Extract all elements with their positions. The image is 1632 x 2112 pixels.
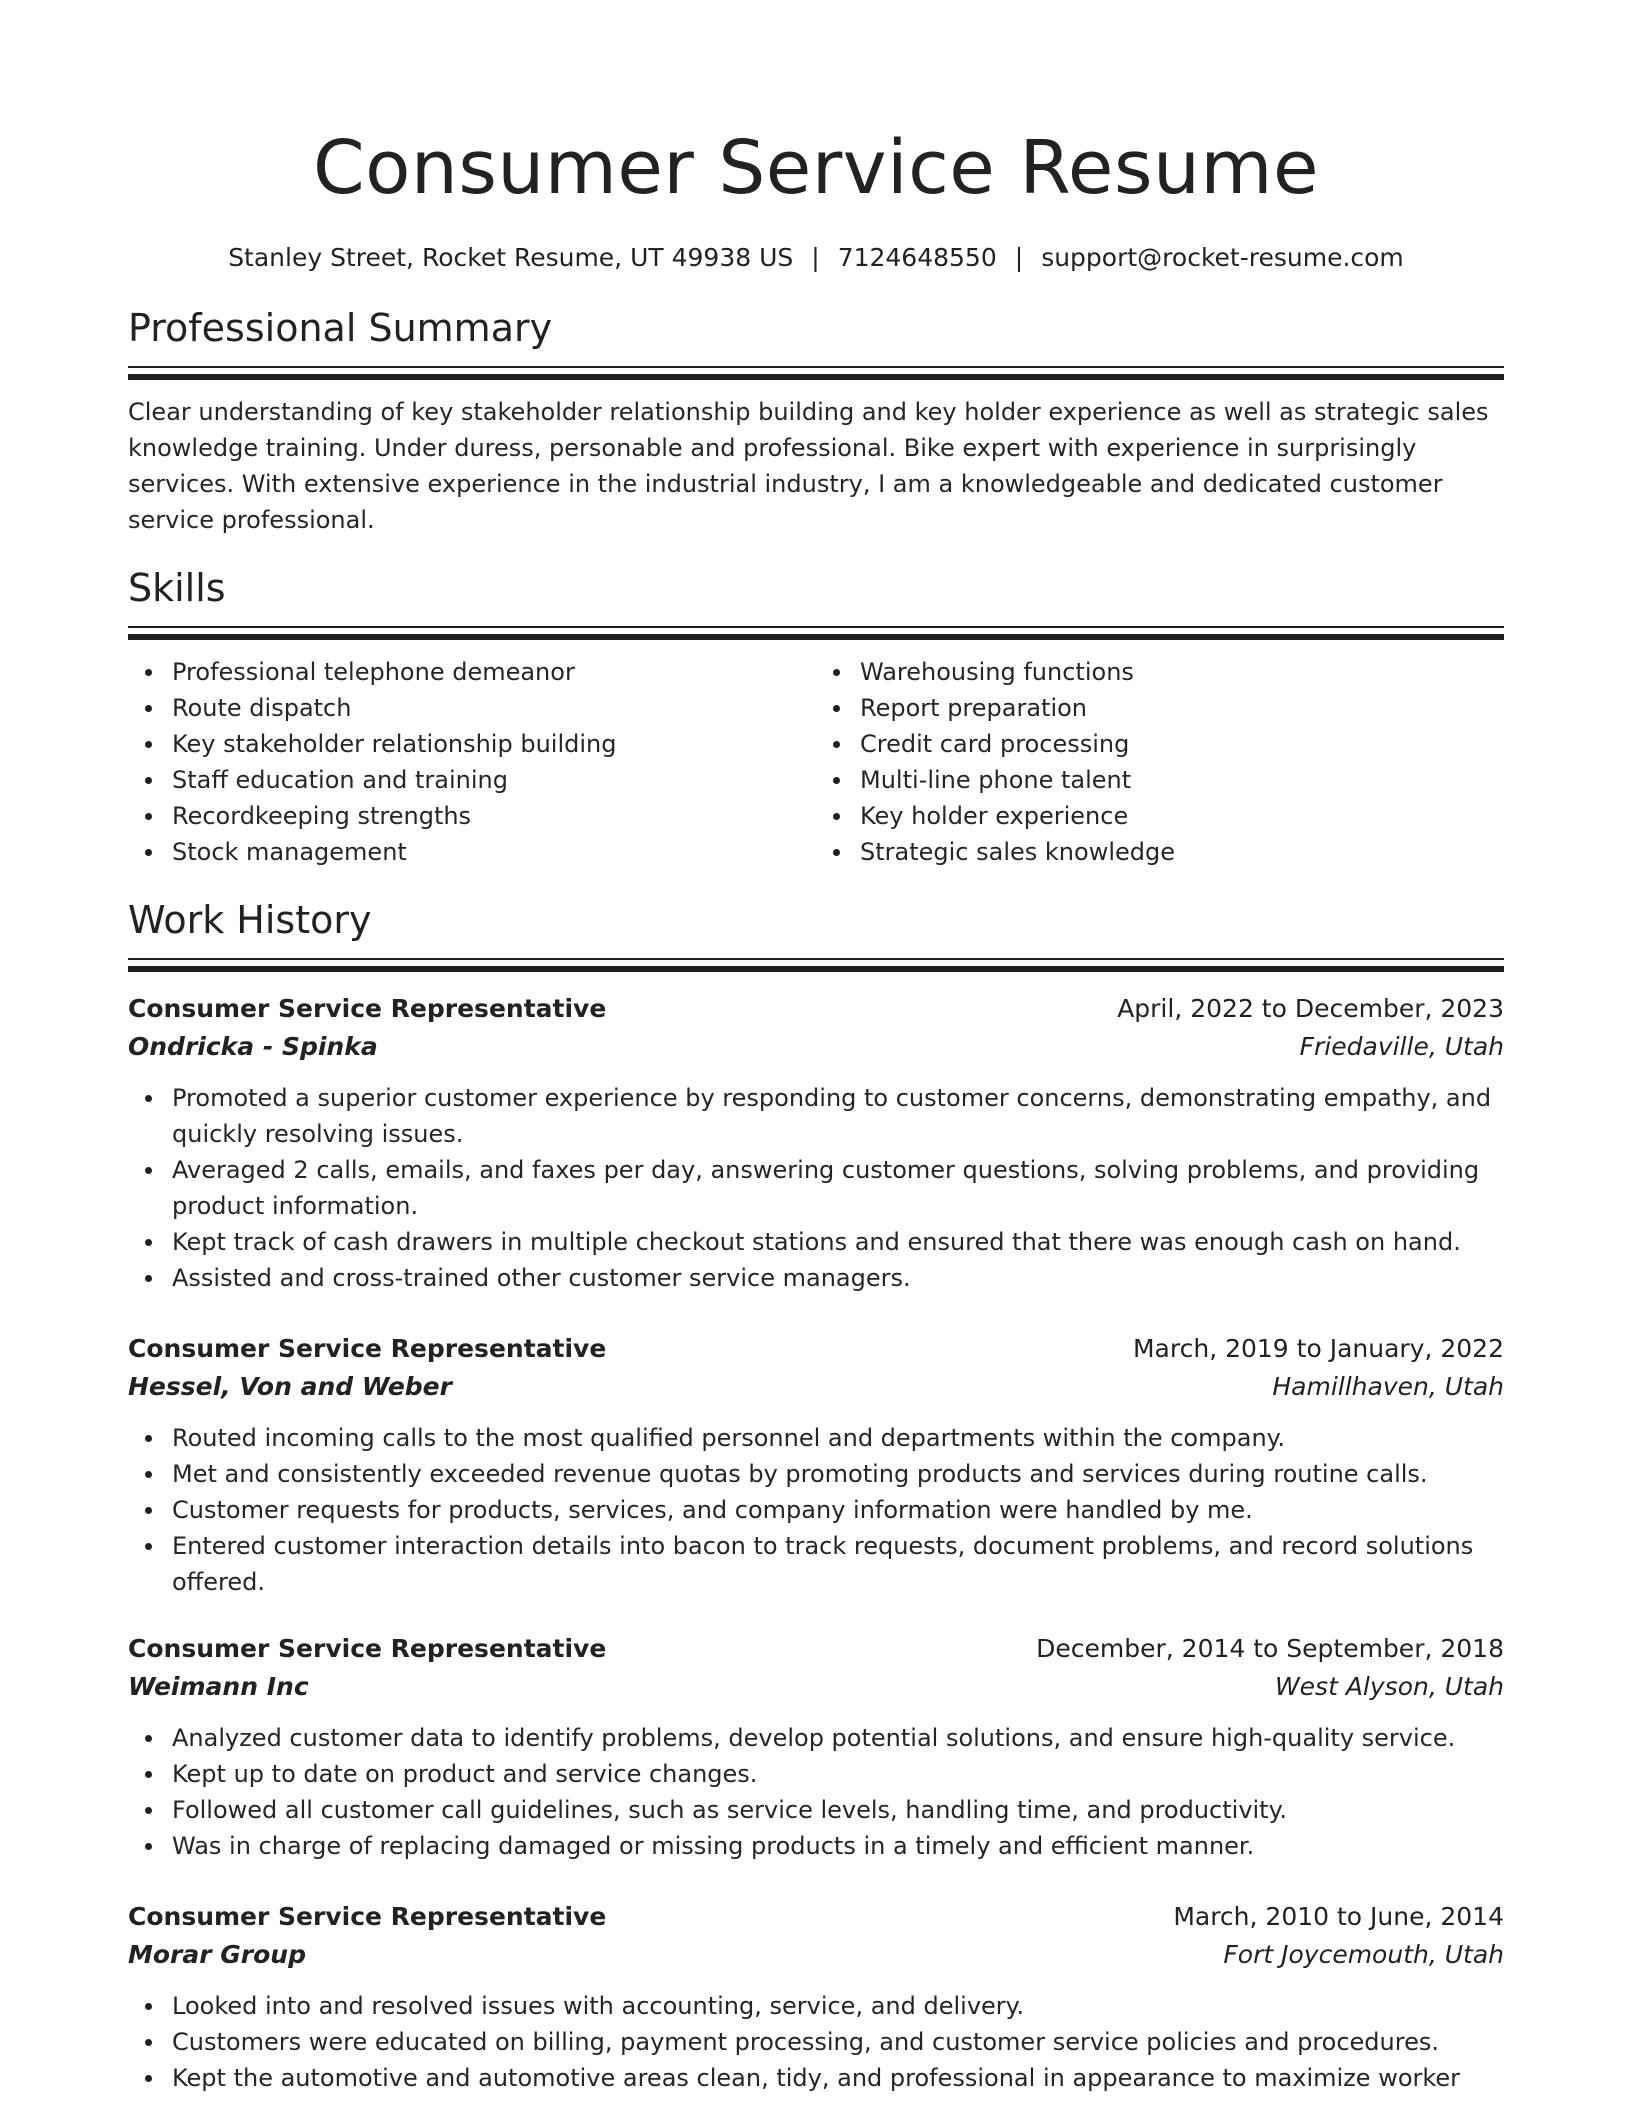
duty-item: Kept the automotive and automotive areas clean, tidy, and professional in appearance to maximize worker — [172, 2060, 1504, 2096]
job-duties — [128, 1420, 1504, 1600]
skill-item: Staff education and training — [172, 762, 816, 798]
section-divider — [128, 626, 1504, 640]
job-entry — [128, 1630, 1504, 1864]
contact-address: Stanley Street, Rocket Resume, UT 49938 US — [228, 243, 794, 272]
job-title: Consumer Service Representative — [128, 1334, 607, 1363]
skills-section — [128, 564, 1504, 870]
skill-item: Credit card processing — [860, 726, 1504, 762]
duty-item: Customers were educated on billing, payment processing, and customer service policies and procedures. — [172, 2024, 1504, 2060]
duty-item: Promoted a superior customer experience by responding to customer concerns, demonstrating empathy, and quickly resolving issues. — [172, 1080, 1504, 1152]
job-company: Ondricka - Spinka — [128, 1032, 378, 1061]
job-entry — [128, 1898, 1504, 2096]
contact-email: support@rocket-resume.com — [1041, 243, 1404, 272]
duty-item: Assisted and cross-trained other customer service managers. — [172, 1260, 1504, 1296]
skills-column-right — [816, 654, 1504, 870]
job-duties — [128, 1720, 1504, 1864]
duty-item: Was in charge of replacing damaged or missing products in a timely and efficient manner. — [172, 1828, 1504, 1864]
job-company: Weimann Inc — [128, 1672, 309, 1701]
contact-separator: | — [1014, 243, 1024, 272]
skill-item: Stock management — [172, 834, 816, 870]
skill-item: Key holder experience — [860, 798, 1504, 834]
summary-section — [128, 304, 1504, 538]
duty-item: Kept track of cash drawers in multiple checkout stations and ensured that there was enough cash on hand. — [172, 1224, 1504, 1260]
resume-title: Consumer Service Resume — [312, 125, 1320, 211]
job-company: Morar Group — [128, 1940, 307, 1969]
skill-item: Recordkeeping strengths — [172, 798, 816, 834]
skills-column-left — [128, 654, 816, 870]
job-location: Hamillhaven, Utah — [1272, 1372, 1504, 1401]
contact-separator: | — [811, 243, 820, 272]
job-location: Friedaville, Utah — [1299, 1032, 1504, 1061]
work-history-section — [128, 896, 1504, 2096]
job-entry — [128, 1330, 1504, 1600]
skill-item: Key stakeholder relationship building — [172, 726, 816, 762]
duty-item: Customer requests for products, services, and company information were handled by me. — [172, 1492, 1504, 1528]
job-duties — [128, 1988, 1504, 2096]
job-location: Fort Joycemouth, Utah — [1223, 1940, 1504, 1969]
skill-item: Route dispatch — [172, 690, 816, 726]
duty-item: Looked into and resolved issues with accounting, service, and delivery. — [172, 1988, 1504, 2024]
skill-item: Professional telephone demeanor — [172, 654, 816, 690]
resume-page — [128, 0, 1504, 2096]
duty-item: Analyzed customer data to identify problems, develop potential solutions, and ensure high-quality service. — [172, 1720, 1504, 1756]
contact-phone: 7124648550 — [837, 243, 997, 272]
job-dates: December, 2014 to September, 2018 — [1036, 1634, 1504, 1663]
job-title: Consumer Service Representative — [128, 1902, 607, 1931]
job-title: Consumer Service Representative — [128, 994, 607, 1023]
job-duties — [128, 1080, 1504, 1296]
job-location: West Alyson, Utah — [1274, 1672, 1504, 1701]
duty-item: Kept up to date on product and service changes. — [172, 1756, 1504, 1792]
contact-line — [128, 242, 1504, 274]
skills-heading: Skills — [128, 566, 226, 610]
duty-item: Entered customer interaction details into bacon to track requests, document problems, and record solutions offered. — [172, 1528, 1504, 1600]
skill-item: Multi-line phone talent — [860, 762, 1504, 798]
duty-item: Averaged 2 calls, emails, and faxes per day, answering customer questions, solving problems, and providing product information. — [172, 1152, 1504, 1224]
skills-list — [128, 654, 1504, 870]
duty-item: Routed incoming calls to the most qualified personnel and departments within the company. — [172, 1420, 1504, 1456]
section-divider — [128, 958, 1504, 972]
job-dates: April, 2022 to December, 2023 — [1117, 994, 1504, 1023]
job-dates: March, 2010 to June, 2014 — [1173, 1902, 1504, 1931]
job-title: Consumer Service Representative — [128, 1634, 607, 1663]
job-entry — [128, 990, 1504, 1296]
job-company: Hessel, Von and Weber — [128, 1372, 452, 1401]
duty-item: Met and consistently exceeded revenue quotas by promoting products and services during routine calls. — [172, 1456, 1504, 1492]
section-divider — [128, 366, 1504, 380]
summary-heading: Professional Summary — [128, 306, 553, 350]
job-dates: March, 2019 to January, 2022 — [1132, 1334, 1504, 1363]
summary-text: Clear understanding of key stakeholder relationship building and key holder experience as well as strategic sales knowledge training. Under duress, personable and professional. Bike expert with experience in surprisingly services. With extensive experience in the industrial industry, I am a knowledgeable and dedicated customer service professional. — [128, 398, 1489, 534]
duty-item: Followed all customer call guidelines, such as service levels, handling time, and productivity. — [172, 1792, 1504, 1828]
skill-item: Strategic sales knowledge — [860, 834, 1504, 870]
skill-item: Warehousing functions — [860, 654, 1504, 690]
skill-item: Report preparation — [860, 690, 1504, 726]
work-history-heading: Work History — [128, 898, 372, 942]
